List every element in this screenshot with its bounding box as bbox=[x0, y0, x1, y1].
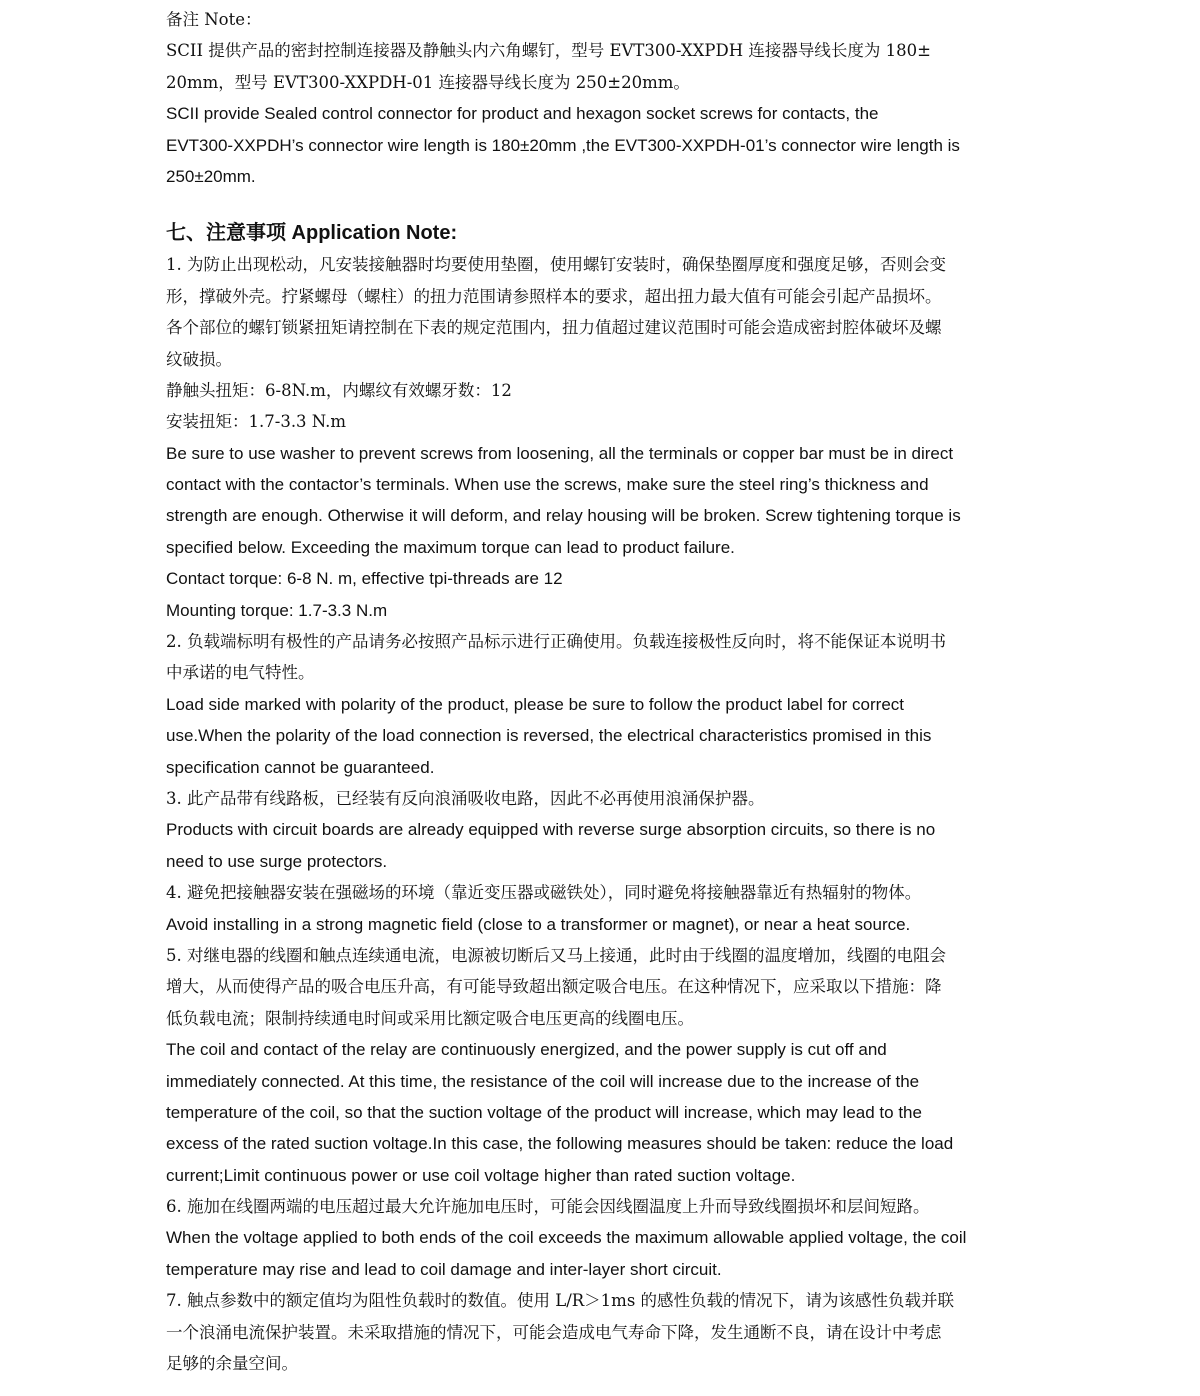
note-line: 备注 Note： bbox=[166, 10, 262, 29]
paragraph-line: When the voltage applied to both ends of the coil exceeds the maximum allowable applied voltage, the coil bbox=[166, 1228, 967, 1248]
paragraph-line: excess of the rated suction voltage.In this case, the following measures should be taken: reduce the load bbox=[166, 1134, 954, 1154]
paragraph-line: use.When the polarity of the load connection is reversed, the electrical characteristics promised in this bbox=[166, 726, 932, 746]
paragraph-line: temperature of the coil, so that the suction voltage of the product will increase, which may lead to the bbox=[166, 1102, 922, 1122]
paragraph-line: specified below. Exceeding the maximum torque can lead to product failure. bbox=[166, 537, 735, 557]
document-page bbox=[166, 4, 1036, 1379]
note-line: SCII 提供产品的密封控制连接器及静触头内六角螺钉，型号 EVT300-XXPDH 连接器导线长度为 180± bbox=[166, 41, 931, 61]
section-heading: 七、注意事项 Application Note: bbox=[166, 222, 458, 245]
paragraph-line: Products with circuit boards are already equipped with reverse surge absorption circuits, so there is no bbox=[166, 820, 936, 840]
paragraph-line: 6. 施加在线圈两端的电压超过最大允许施加电压时，可能会因线圈温度上升而导致线圈损坏和层间短路。 bbox=[166, 1197, 930, 1217]
paragraph-line: 7. 触点参数中的额定值均为阻性负载时的数值。使用 L/R＞1ms 的感性负载的情况下，请为该感性负载并联 bbox=[166, 1291, 955, 1311]
paragraph-line: 纹破损。 bbox=[166, 349, 232, 369]
paragraph-line: 增大，从而使得产品的吸合电压升高，有可能导致超出额定吸合电压。在这种情况下，应采取以下措施：降 bbox=[166, 977, 942, 997]
paragraph-line: 4. 避免把接触器安装在强磁场的环境（靠近变压器或磁铁处），同时避免将接触器靠近有热辐射的物体。 bbox=[166, 883, 922, 903]
paragraph-line: 足够的余量空间。 bbox=[166, 1354, 298, 1374]
paragraph-line: 低负载电流；限制持续通电时间或采用比额定吸合电压更高的线圈电压。 bbox=[166, 1008, 694, 1028]
paragraph-line: current;Limit continuous power or use coil voltage higher than rated suction voltage. bbox=[166, 1165, 796, 1185]
application-note-section bbox=[166, 249, 1036, 1379]
paragraph-line: 中承诺的电气特性。 bbox=[166, 663, 315, 683]
paragraph-line: strength are enough. Otherwise it will deform, and relay housing will be broken. Screw tightening torque is bbox=[166, 506, 961, 526]
paragraph-line: 2. 负载端标明有极性的产品请务必按照产品标示进行正确使用。负载连接极性反向时，将不能保证本说明书 bbox=[166, 632, 946, 652]
note-line: SCII provide Sealed control connector for product and hexagon socket screws for contacts, the bbox=[166, 104, 879, 124]
paragraph-line: Mounting torque: 1.7-3.3 N.m bbox=[166, 600, 388, 620]
paragraph-line: 1. 为防止出现松动，凡安装接触器时均要使用垫圈，使用螺钉安装时，确保垫圈厚度和强度足够，否则会变 bbox=[166, 255, 946, 275]
paragraph-line: 3. 此产品带有线路板，已经装有反向浪涌吸收电路，因此不必再使用浪涌保护器。 bbox=[166, 788, 765, 808]
note-line: 20mm，型号 EVT300-XXPDH-01 连接器导线长度为 250±20mm。 bbox=[166, 72, 690, 92]
paragraph-line: specification cannot be guaranteed. bbox=[166, 757, 435, 777]
paragraph-line: The coil and contact of the relay are continuously energized, and the power supply is cut off and bbox=[166, 1040, 887, 1060]
paragraph-line: 5. 对继电器的线圈和触点连续通电流，电源被切断后又马上接通，此时由于线圈的温度增加，线圈的电阻会 bbox=[166, 945, 946, 965]
paragraph-line: need to use surge protectors. bbox=[166, 851, 388, 871]
paragraph-line: temperature may rise and lead to coil damage and inter-layer short circuit. bbox=[166, 1259, 722, 1279]
paragraph-line: contact with the contactor’s terminals. When use the screws, make sure the steel ring’s thickness and bbox=[166, 475, 929, 495]
paragraph-line: 形，撑破外壳。拧紧螺母（螺柱）的扭力范围请参照样本的要求，超出扭力最大值有可能会引起产品损坏。 bbox=[166, 286, 942, 306]
paragraph-line: 一个浪涌电流保护装置。未采取措施的情况下，可能会造成电气寿命下降，发生通断不良，请在设计中考虑 bbox=[166, 1322, 942, 1342]
note-section bbox=[166, 4, 1036, 192]
note-line: EVT300-XXPDH’s connector wire length is 180±20mm ,the EVT300-XXPDH-01’s connector wire length is bbox=[166, 135, 960, 155]
note-line: 250±20mm. bbox=[166, 166, 256, 186]
paragraph-line: Avoid installing in a strong magnetic field (close to a transformer or magnet), or near a heat source. bbox=[166, 914, 911, 934]
paragraph-line: 各个部位的螺钉锁紧扭矩请控制在下表的规定范围内，扭力值超过建议范围时可能会造成密封腔体破坏及螺 bbox=[166, 318, 942, 338]
paragraph-line: Load side marked with polarity of the product, please be sure to follow the product label for correct bbox=[166, 694, 905, 714]
paragraph-line: immediately connected. At this time, the resistance of the coil will increase due to the increase of the bbox=[166, 1071, 920, 1091]
paragraph-line: Be sure to use washer to prevent screws from loosening, all the terminals or copper bar must be in direct bbox=[166, 443, 954, 463]
paragraph-line: 静触头扭矩：6-8N.m，内螺纹有效螺牙数：12 bbox=[166, 380, 512, 400]
paragraph-line: 安装扭矩：1.7-3.3 N.m bbox=[166, 412, 347, 432]
paragraph-line: Contact torque: 6-8 N. m, effective tpi-threads are 12 bbox=[166, 569, 563, 589]
